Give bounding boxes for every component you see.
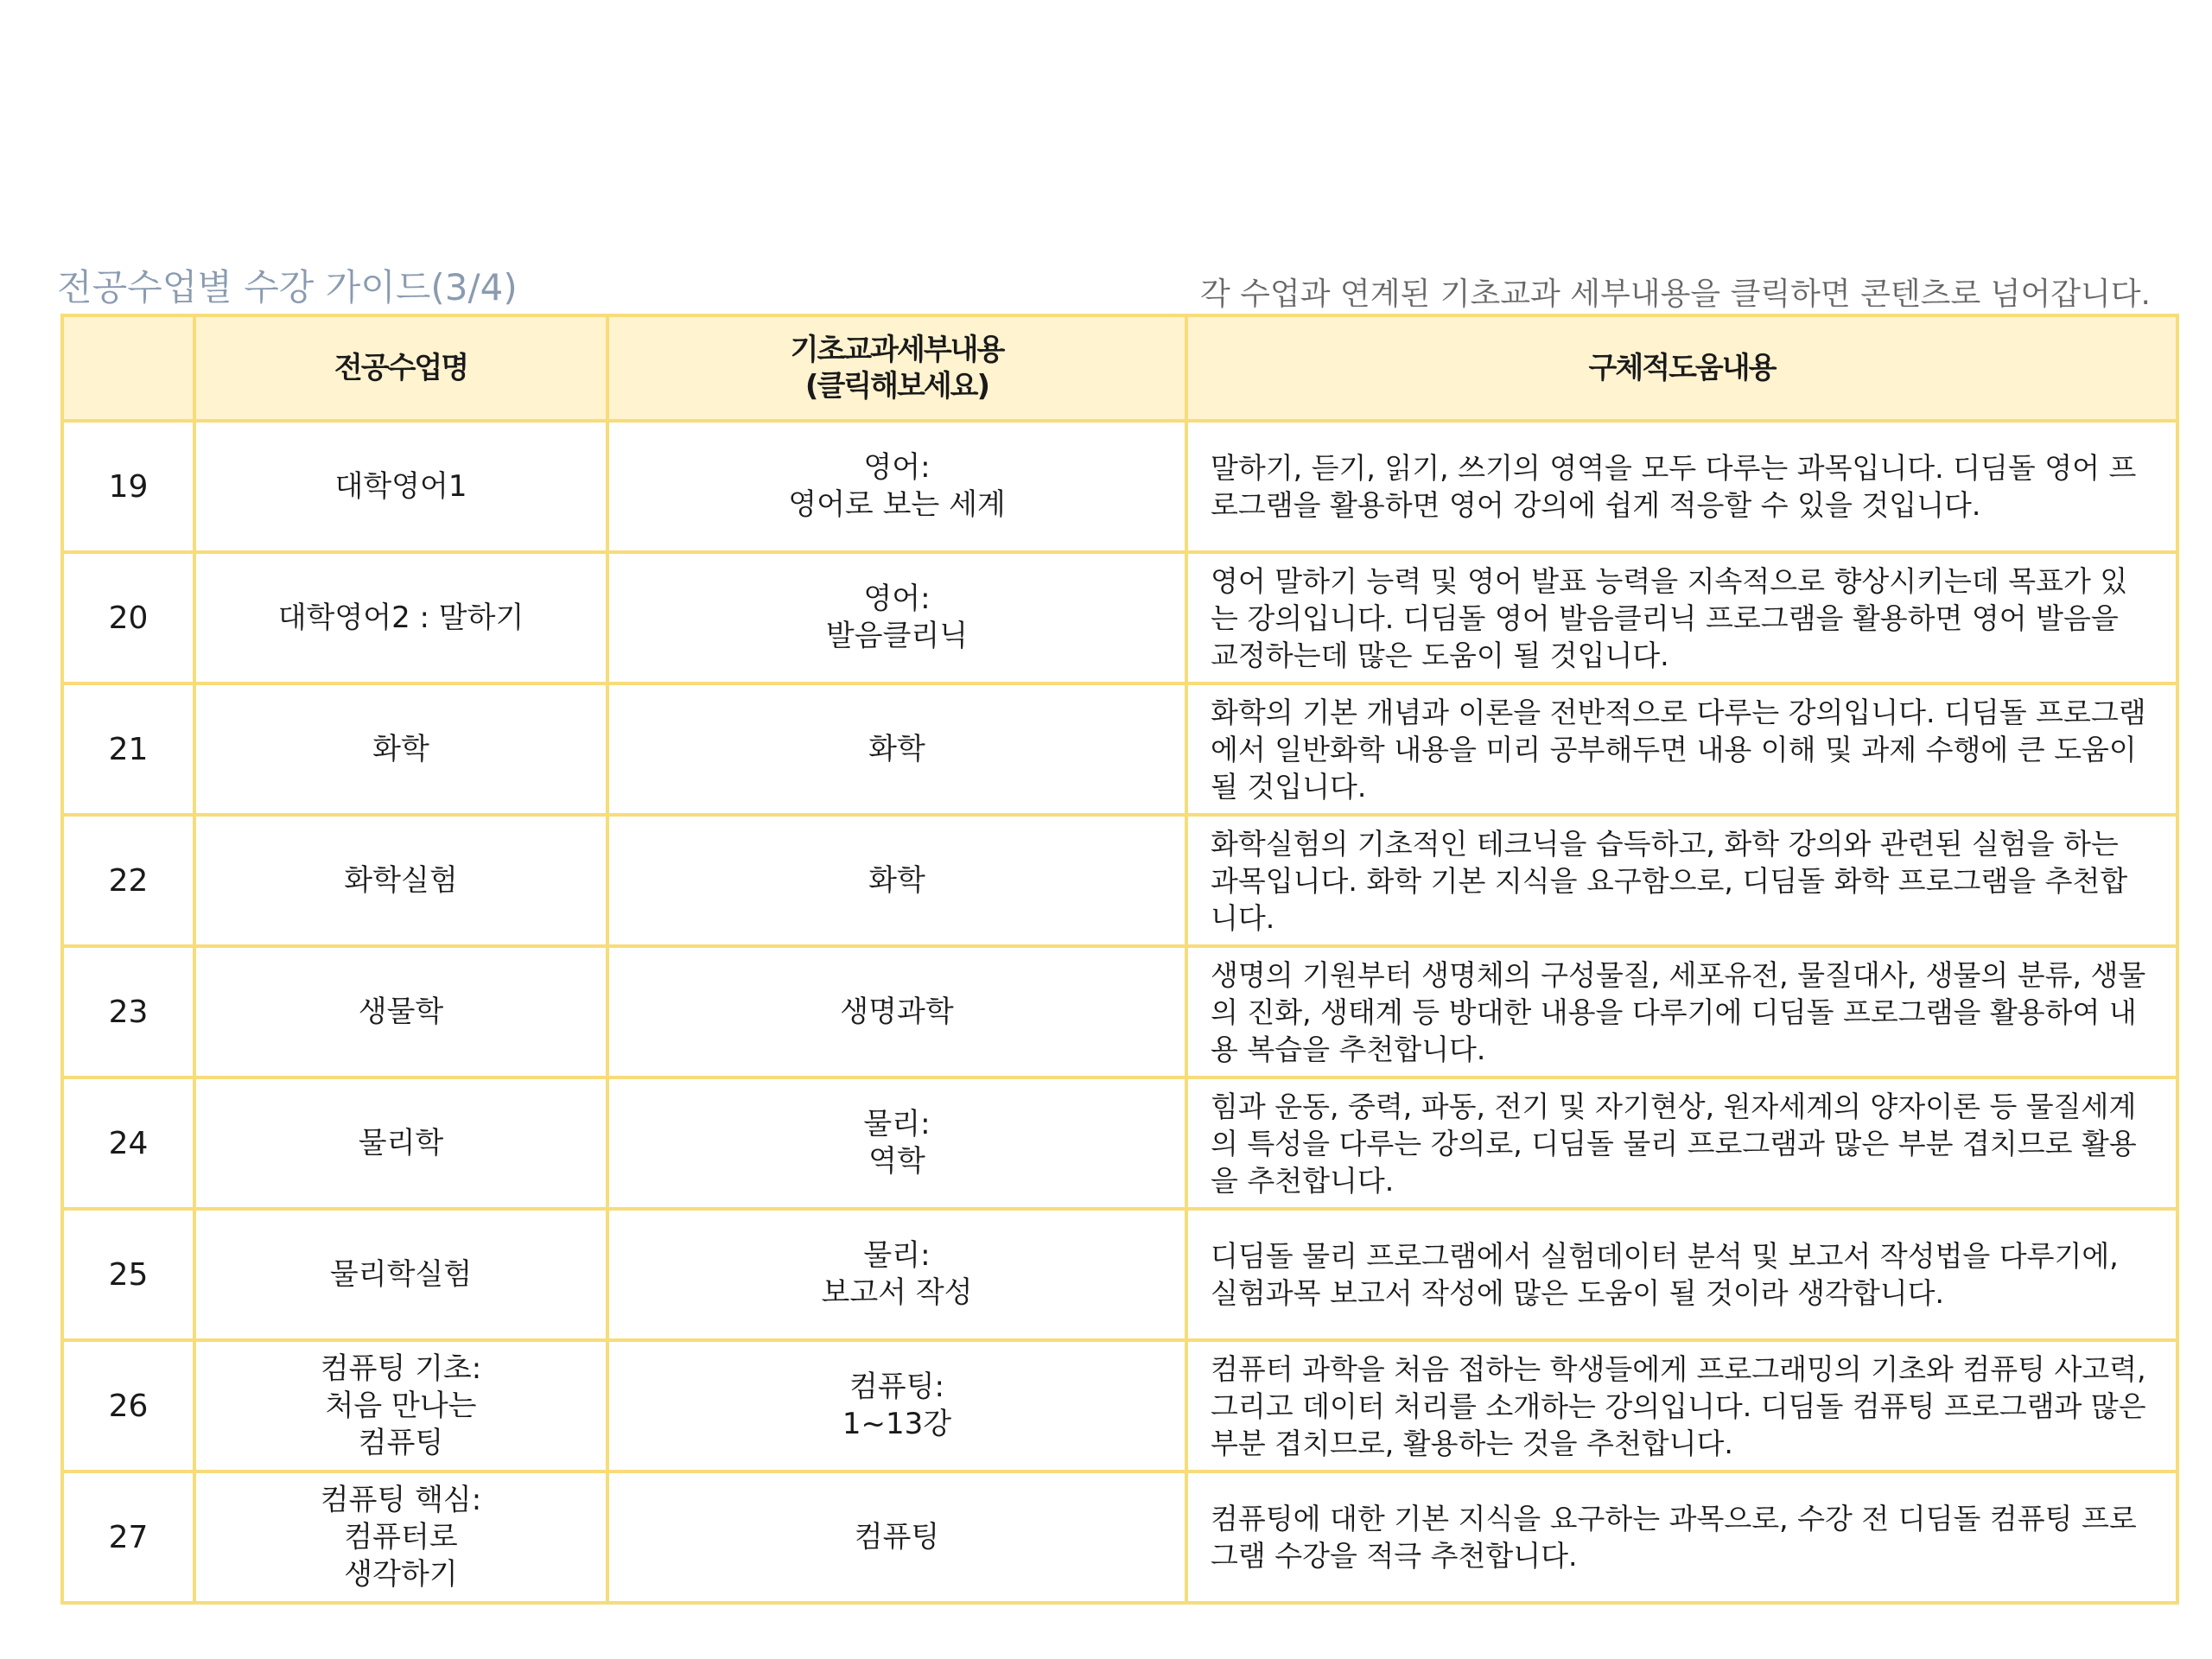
help-description: 컴퓨터 과학을 처음 접하는 학생들에게 프로그래밍의 기초와 컴퓨팅 사고력, 그리고 데이터 처리를 소개하는 강의입니다. 디딤돌 컴퓨팅 프로그램과 많은 부분 겹치므로, 활용하는 것을 추천합니다. [1186, 1340, 2177, 1471]
page-title: 전공수업별 수강 가이드(3/4) [57, 266, 518, 308]
basic-content-link[interactable]: 화학 [607, 683, 1186, 815]
help-description: 화학실험의 기초적인 테크닉을 습득하고, 화학 강의와 관련된 실험을 하는 과목입니다. 화학 기본 지식을 요구함으로, 디딤돌 화학 프로그램을 추천합니다. [1186, 815, 2177, 946]
column-header-description: 구체적도움내용 [1186, 315, 2177, 421]
row-number: 22 [62, 815, 194, 946]
course-name: 컴퓨팅 핵심: 컴퓨터로 생각하기 [194, 1471, 607, 1603]
basic-content-link[interactable]: 컴퓨팅: 1~13강 [607, 1340, 1186, 1471]
page-subtitle: 각 수업과 연계된 기초교과 세부내용을 클릭하면 콘텐츠로 넘어갑니다. [1199, 276, 2151, 312]
table-row [62, 683, 2177, 815]
row-number: 19 [62, 421, 194, 552]
basic-content-link[interactable]: 물리: 역학 [607, 1077, 1186, 1209]
basic-content-link[interactable]: 영어: 영어로 보는 세계 [607, 421, 1186, 552]
course-name: 컴퓨팅 기초: 처음 만나는 컴퓨팅 [194, 1340, 607, 1471]
course-name: 물리학실험 [194, 1209, 607, 1340]
basic-content-link[interactable]: 컴퓨팅 [607, 1471, 1186, 1603]
table-row [62, 421, 2177, 552]
basic-content-link[interactable]: 화학 [607, 815, 1186, 946]
basic-content-link[interactable]: 물리: 보고서 작성 [607, 1209, 1186, 1340]
course-name: 대학영어1 [194, 421, 607, 552]
help-description: 힘과 운동, 중력, 파동, 전기 및 자기현상, 원자세계의 양자이론 등 물질세계의 특성을 다루는 강의로, 디딤돌 물리 프로그램과 많은 부분 겹치므로 활용을 추천합니다. [1186, 1077, 2177, 1209]
table-row [62, 1340, 2177, 1471]
row-number: 23 [62, 946, 194, 1077]
table-row [62, 1209, 2177, 1340]
help-description: 디딤돌 물리 프로그램에서 실험데이터 분석 및 보고서 작성법을 다루기에, 실험과목 보고서 작성에 많은 도움이 될 것이라 생각합니다. [1186, 1209, 2177, 1340]
course-name: 물리학 [194, 1077, 607, 1209]
row-number: 20 [62, 552, 194, 683]
basic-content-link[interactable]: 생명과학 [607, 946, 1186, 1077]
help-description: 화학의 기본 개념과 이론을 전반적으로 다루는 강의입니다. 디딤돌 프로그램에서 일반화학 내용을 미리 공부해두면 내용 이해 및 과제 수행에 큰 도움이 될 것입니다. [1186, 683, 2177, 815]
course-name: 화학실험 [194, 815, 607, 946]
row-number: 24 [62, 1077, 194, 1209]
table-row [62, 552, 2177, 683]
table-row [62, 815, 2177, 946]
table-row [62, 1471, 2177, 1603]
help-description: 영어 말하기 능력 및 영어 발표 능력을 지속적으로 향상시키는데 목표가 있는 강의입니다. 디딤돌 영어 발음클리닉 프로그램을 활용하면 영어 발음을 교정하는데 많은 도움이 될 것입니다. [1186, 552, 2177, 683]
row-number: 25 [62, 1209, 194, 1340]
course-name: 생물학 [194, 946, 607, 1077]
table-header-row [62, 315, 2177, 421]
help-description: 컴퓨팅에 대한 기본 지식을 요구하는 과목으로, 수강 전 디딤돌 컴퓨팅 프로그램 수강을 적극 추천합니다. [1186, 1471, 2177, 1603]
column-header-number [62, 315, 194, 421]
help-description: 생명의 기원부터 생명체의 구성물질, 세포유전, 물질대사, 생물의 분류, 생물의 진화, 생태계 등 방대한 내용을 다루기에 디딤돌 프로그램을 활용하여 내용 복습을 추천합니다. [1186, 946, 2177, 1077]
table-row [62, 946, 2177, 1077]
row-number: 27 [62, 1471, 194, 1603]
row-number: 21 [62, 683, 194, 815]
course-guide-table [60, 314, 2179, 1605]
course-name: 화학 [194, 683, 607, 815]
column-header-basic-content: 기초교과세부내용 (클릭해보세요) [607, 315, 1186, 421]
help-description: 말하기, 듣기, 읽기, 쓰기의 영역을 모두 다루는 과목입니다. 디딤돌 영어 프로그램을 활용하면 영어 강의에 쉽게 적응할 수 있을 것입니다. [1186, 421, 2177, 552]
table-row [62, 1077, 2177, 1209]
course-name: 대학영어2 : 말하기 [194, 552, 607, 683]
row-number: 26 [62, 1340, 194, 1471]
basic-content-link[interactable]: 영어: 발음클리닉 [607, 552, 1186, 683]
column-header-course: 전공수업명 [194, 315, 607, 421]
